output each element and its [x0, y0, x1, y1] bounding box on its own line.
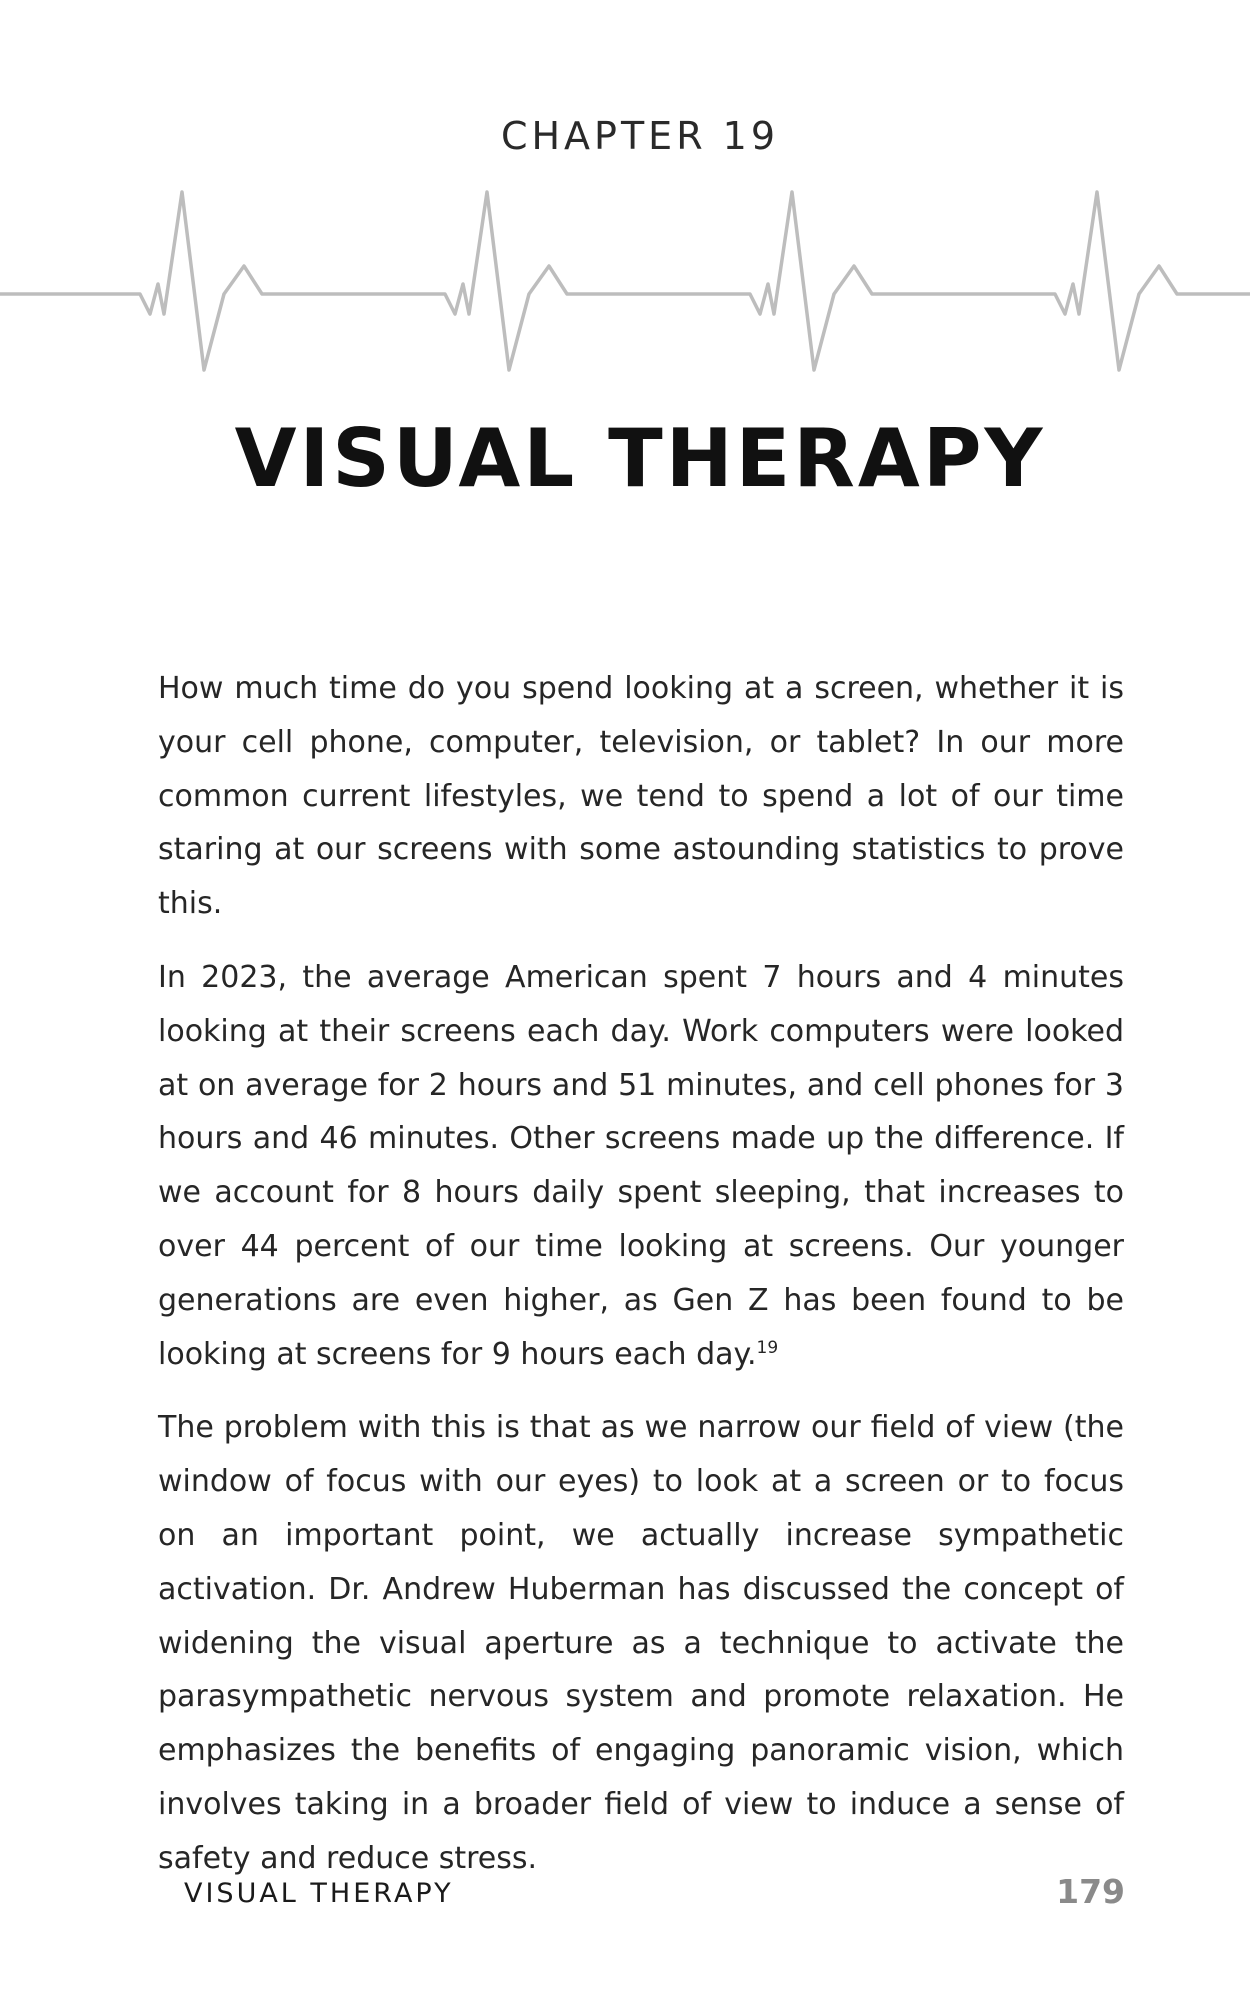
paragraph-2: [158, 951, 1124, 1381]
chapter-label: CHAPTER 19: [500, 114, 780, 158]
heartbeat-line-icon: [0, 180, 1250, 380]
paragraph-1: How much time do you spend looking at a screen, whether it is your cell phone, computer, television, or tablet? In our more common current lifestyles, we tend to spend a lot of our time staring at our screens with some astounding statistics to prove this.: [158, 671, 1124, 922]
paragraph-2-text: In 2023, the average American spent 7 hours and 4 minutes looking at their screens each day. Work computers were looked at on average for 2 hours and 51 minutes, and cell phones for 3 hours and 46 minutes. Other screens made up the difference. If we account for 8 hours daily spent sleeping, that increases to over 44 percent of our time looking at screens. Our younger generations are even higher, as Gen Z has been found to be looking at screens for 9 hours each day.: [158, 959, 1124, 1372]
heartbeat-line-path: [0, 192, 1250, 370]
footer-running-title: VISUAL THERAPY: [184, 1878, 454, 1909]
footnote-ref: 19: [756, 1337, 779, 1358]
body-text: [158, 662, 1124, 1906]
chapter-title: VISUAL THERAPY: [234, 412, 1046, 505]
paragraph-3: The problem with this is that as we narrow our field of view (the window of focus with our eyes) to look at a screen or to focus on an important point, we actually increase sympathetic activation. Dr. Andrew Huberman has discussed the concept of widening the visual aperture as a technique to activate the parasympathetic nervous system and promote relaxation. He emphasizes the benefits of engaging panoramic vision, which involves taking in a broader field of view to induce a sense of safety and reduce stress.: [158, 1410, 1124, 1876]
page-number: 179: [1056, 1872, 1125, 1911]
